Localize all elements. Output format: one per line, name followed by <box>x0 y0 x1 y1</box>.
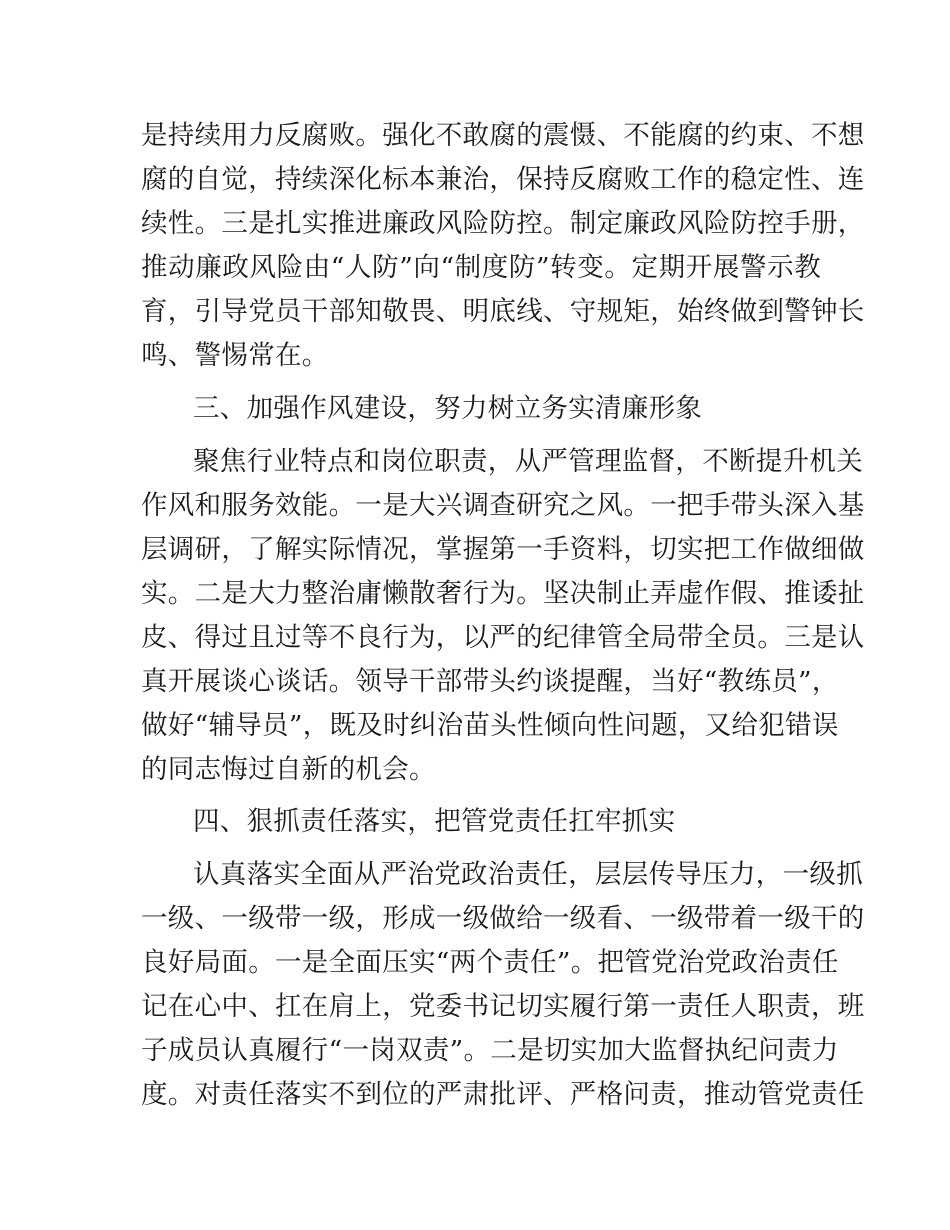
paragraph-line: 做好“辅导员”，既及时纠治苗头性倾向性问题，又给犯错误 <box>141 710 839 741</box>
paragraph-line: 真开展谈心谈话。领导干部带头约谈提醒，当好“教练员”， <box>141 666 839 697</box>
paragraph-line: 作风和服务效能。一是大兴调查研究之风。一把手带头深入基 <box>141 490 865 521</box>
paragraph-line: 良好局面。一是全面压实“两个责任”。把管党治党政治责任 <box>141 947 839 978</box>
paragraph-line: 实。二是大力整治庸懒散奢行为。坚决制止弄虚作假、推诿扯 <box>141 578 865 609</box>
paragraph-line: 推动廉政风险由“人防”向“制度防”转变。定期开展警示教 <box>141 252 821 283</box>
paragraph-line: 层调研，了解实际情况，掌握第一手资料，切实把工作做细做 <box>141 534 865 565</box>
paragraph-line: 皮、得过且过等不良行为，以严的纪律管全局带全员。三是认 <box>141 622 865 653</box>
paragraph-line: 续性。三是扎实推进廉政风险防控。制定廉政风险防控手册， <box>141 208 865 239</box>
section-heading: 三、加强作风建设，努力树立务实清廉形象 <box>193 393 703 424</box>
paragraph-line: 记在心中、扛在肩上，党委书记切实履行第一责任人职责，班 <box>141 991 865 1022</box>
paragraph-line: 子成员认真履行“一岗双责”。二是切实加大监督执纪问责力 <box>141 1035 839 1066</box>
paragraph-line: 聚焦行业特点和岗位职责，从严管理监督，不断提升机关 <box>193 446 863 477</box>
paragraph-line: 腐的自觉，持续深化标本兼治，保持反腐败工作的稳定性、连 <box>141 164 865 195</box>
section-heading: 四、狠抓责任落实，把管党责任扛牢抓实 <box>193 806 676 837</box>
paragraph-line: 鸣、警惕常在。 <box>141 340 329 371</box>
paragraph-line: 育，引导党员干部知敬畏、明底线、守规矩，始终做到警钟长 <box>141 296 865 327</box>
paragraph-line: 一级、一级带一级，形成一级做给一级看、一级带着一级干的 <box>141 903 865 934</box>
paragraph-line: 度。对责任落实不到位的严肃批评、严格问责，推动管党责任 <box>141 1079 865 1110</box>
paragraph-line: 是持续用力反腐败。强化不敢腐的震慑、不能腐的约束、不想 <box>141 120 865 151</box>
paragraph-line: 的同志悔过自新的机会。 <box>141 754 436 785</box>
paragraph-line: 认真落实全面从严治党政治责任，层层传导压力，一级抓 <box>193 859 863 890</box>
